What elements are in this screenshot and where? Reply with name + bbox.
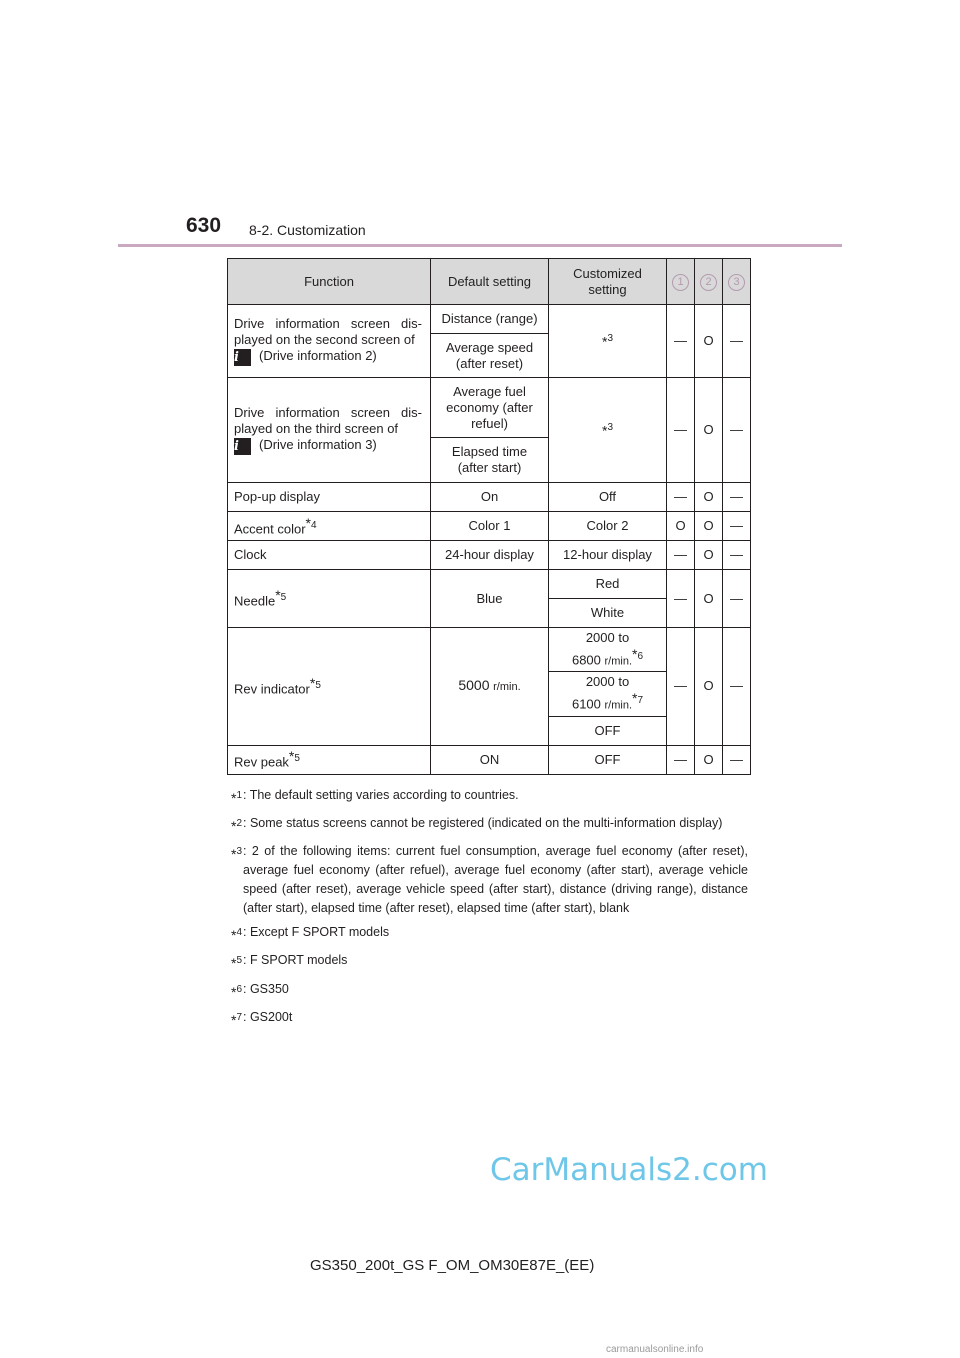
rev-opt2-unit: r/min. bbox=[604, 699, 633, 712]
cell-drive2-c2: O bbox=[695, 305, 723, 378]
cell-drive2-function bbox=[228, 305, 431, 378]
cell-popup-c1: — bbox=[667, 483, 695, 512]
footnote-number: 2 bbox=[236, 818, 242, 830]
footnote bbox=[213, 1008, 748, 1031]
document-code: GS350_200t_GS F_OM_OM30E87E_(EE) bbox=[310, 1257, 595, 1274]
asterisk-mark: * bbox=[601, 333, 608, 350]
rev-default-value: 5000 bbox=[458, 677, 490, 694]
asterisk-mark: * bbox=[230, 818, 237, 835]
cell-rev-indicator-c1: — bbox=[667, 628, 695, 746]
footnote bbox=[213, 842, 748, 918]
footnote-number: 1 bbox=[236, 790, 242, 801]
cell-drive3-c2: O bbox=[695, 378, 723, 483]
cell-accent-default: Color 1 bbox=[431, 512, 549, 541]
table-row bbox=[228, 745, 751, 774]
table-row bbox=[228, 305, 751, 334]
asterisk-mark: * bbox=[230, 955, 237, 972]
cell-accent-c1: O bbox=[667, 512, 695, 541]
cell-drive3-default-a: Average fuel economy (after refuel) bbox=[431, 378, 549, 438]
footnote-text: : 2 of the following items: current fuel consumption, average fuel economy (after reset), average fuel economy (after refuel), average fuel economy (after start), average vehicle speed (after reset), average vehicle speed (after start), distance (driving range), distance (after start), elapsed time (after reset), elapsed time (after start), blank bbox=[243, 844, 748, 916]
footnote-ref: 5 bbox=[294, 753, 300, 765]
footnote bbox=[213, 814, 748, 837]
cell-rev-indicator-opt3: OFF bbox=[549, 716, 667, 745]
cell-drive2-c1: — bbox=[667, 305, 695, 378]
asterisk-mark: * bbox=[275, 587, 281, 604]
cell-popup-customized: Off bbox=[549, 483, 667, 512]
asterisk-mark: * bbox=[601, 422, 608, 439]
circle-2-icon: 2 bbox=[700, 274, 717, 291]
rev-default-unit: r/min. bbox=[493, 681, 521, 694]
cell-needle-c3: — bbox=[723, 570, 751, 628]
cell-needle-customized-a: Red bbox=[549, 570, 667, 599]
asterisk-mark: * bbox=[230, 1011, 237, 1028]
customization-table bbox=[227, 258, 751, 775]
cell-clock-c2: O bbox=[695, 541, 723, 570]
accent-function-text: Accent color bbox=[234, 521, 306, 537]
cell-accent-c3: — bbox=[723, 512, 751, 541]
asterisk-mark: * bbox=[305, 514, 311, 531]
cell-drive3-customized bbox=[549, 378, 667, 483]
cell-clock-c3: — bbox=[723, 541, 751, 570]
cell-clock-c1: — bbox=[667, 541, 695, 570]
cell-rev-indicator-c3: — bbox=[723, 628, 751, 746]
asterisk-mark: * bbox=[230, 927, 237, 944]
asterisk-mark: * bbox=[230, 846, 237, 863]
footnote bbox=[213, 980, 748, 1003]
drive2-function-text: Drive information screen dis-played on the second screen of bbox=[234, 316, 422, 348]
site-footer: carmanualsonline.info bbox=[606, 1344, 704, 1355]
table-row bbox=[228, 483, 751, 512]
cell-rev-indicator-function bbox=[228, 628, 431, 746]
rev-opt1-line2: 6800 bbox=[571, 652, 601, 668]
cell-rev-peak-c2: O bbox=[695, 745, 723, 774]
cell-needle-customized-b: White bbox=[549, 599, 667, 628]
asterisk-mark: * bbox=[632, 646, 638, 662]
footnote-ref: 3 bbox=[607, 333, 613, 345]
footnote-ref: 3 bbox=[607, 422, 613, 434]
cell-rev-indicator-default bbox=[431, 628, 549, 746]
footnote-ref: 7 bbox=[637, 695, 644, 707]
footnote-number: 6 bbox=[236, 983, 242, 995]
cell-popup-c3: — bbox=[723, 483, 751, 512]
footnote-text: : Except F SPORT models bbox=[243, 925, 390, 940]
header-col-2 bbox=[695, 259, 723, 305]
footnote-ref: 4 bbox=[311, 519, 317, 531]
asterisk-mark: * bbox=[309, 675, 316, 692]
table-header-row bbox=[228, 259, 751, 305]
cell-clock-function: Clock bbox=[228, 541, 431, 570]
cell-rev-indicator-opt1 bbox=[549, 628, 667, 672]
rev-peak-function-text: Rev peak bbox=[234, 754, 289, 770]
cell-rev-peak-function bbox=[228, 745, 431, 774]
cell-drive3-c1: — bbox=[667, 378, 695, 483]
cell-drive2-customized bbox=[549, 305, 667, 378]
cell-needle-default: Blue bbox=[431, 570, 549, 628]
footnote-text: : The default setting varies according to countries. bbox=[243, 788, 519, 802]
cell-accent-customized: Color 2 bbox=[549, 512, 667, 541]
cell-drive3-c3: — bbox=[723, 378, 751, 483]
watermark: CarManuals2.com bbox=[490, 1152, 768, 1188]
rev-opt1-unit: r/min. bbox=[604, 655, 633, 668]
footnote-text: : F SPORT models bbox=[243, 953, 348, 968]
table-row bbox=[228, 512, 751, 541]
footnote-number: 4 bbox=[236, 927, 242, 939]
cell-popup-c2: O bbox=[695, 483, 723, 512]
circle-3-icon: 3 bbox=[728, 274, 745, 291]
footnotes bbox=[213, 786, 748, 1036]
cell-needle-c1: — bbox=[667, 570, 695, 628]
cell-rev-indicator-c2: O bbox=[695, 628, 723, 746]
rev-opt1-line1: 2000 to bbox=[585, 630, 630, 645]
footnote-ref: 6 bbox=[637, 651, 644, 662]
footnote-text: : GS200t bbox=[243, 1009, 293, 1024]
table-row bbox=[228, 378, 751, 438]
footnote-ref: 5 bbox=[280, 592, 287, 604]
cell-accent-c2: O bbox=[695, 512, 723, 541]
cell-drive3-default-b: Elapsed time (after start) bbox=[431, 438, 549, 483]
footnote-ref: 5 bbox=[315, 680, 321, 692]
needle-function-text: Needle bbox=[234, 593, 276, 609]
footnote bbox=[213, 923, 748, 946]
table-row bbox=[228, 570, 751, 599]
cell-rev-indicator-opt2 bbox=[549, 672, 667, 716]
cell-needle-c2: O bbox=[695, 570, 723, 628]
drive3-function-text: Drive information screen dis-played on the third screen of bbox=[234, 405, 422, 437]
cell-needle-function bbox=[228, 570, 431, 628]
rev-opt2-line2: 6100 bbox=[571, 696, 601, 712]
footnote-number: 3 bbox=[236, 846, 242, 858]
cell-rev-peak-customized: OFF bbox=[549, 745, 667, 774]
asterisk-mark: * bbox=[632, 690, 638, 707]
header-function: Function bbox=[228, 259, 431, 305]
footnote-text: : Some status screens cannot be registered (indicated on the multi-information display) bbox=[243, 816, 723, 831]
asterisk-mark: * bbox=[288, 748, 295, 765]
drive3-function-suffix: (Drive information 3) bbox=[259, 437, 377, 453]
header-default: Default setting bbox=[431, 259, 549, 305]
cell-clock-default: 24-hour display bbox=[431, 541, 549, 570]
table-row bbox=[228, 541, 751, 570]
footnote-number: 5 bbox=[236, 955, 242, 967]
header-customized: Customized setting bbox=[549, 259, 667, 305]
section-title: 8-2. Customization bbox=[249, 222, 366, 238]
footnote bbox=[213, 786, 748, 809]
cell-accent-function bbox=[228, 512, 431, 541]
cell-rev-peak-c3: — bbox=[723, 745, 751, 774]
circle-1-icon: 1 bbox=[672, 274, 689, 291]
asterisk-mark: * bbox=[230, 983, 237, 1000]
footnote-text: : GS350 bbox=[243, 981, 289, 996]
header-col-1 bbox=[667, 259, 695, 305]
cell-drive2-default-a: Distance (range) bbox=[431, 305, 549, 334]
cell-rev-peak-c1: — bbox=[667, 745, 695, 774]
cell-clock-customized: 12-hour display bbox=[549, 541, 667, 570]
cell-drive2-default-b: Average speed (after reset) bbox=[431, 334, 549, 378]
header-rule bbox=[118, 244, 842, 247]
table-row bbox=[228, 628, 751, 672]
rev-opt2-line1: 2000 to bbox=[585, 674, 630, 690]
cell-rev-peak-default: ON bbox=[431, 745, 549, 774]
asterisk-mark: * bbox=[230, 790, 237, 807]
info-icon: i bbox=[234, 349, 251, 366]
footnote-number: 7 bbox=[236, 1011, 242, 1023]
cell-popup-function: Pop-up display bbox=[228, 483, 431, 512]
header-col-3 bbox=[723, 259, 751, 305]
cell-popup-default: On bbox=[431, 483, 549, 512]
cell-drive3-function bbox=[228, 378, 431, 483]
rev-indicator-function-text: Rev indicator bbox=[234, 681, 310, 697]
drive2-function-suffix: (Drive information 2) bbox=[259, 348, 377, 364]
footnote bbox=[213, 951, 748, 974]
page-number: 630 bbox=[186, 214, 222, 237]
info-icon: i bbox=[234, 438, 251, 455]
cell-drive2-c3: — bbox=[723, 305, 751, 378]
